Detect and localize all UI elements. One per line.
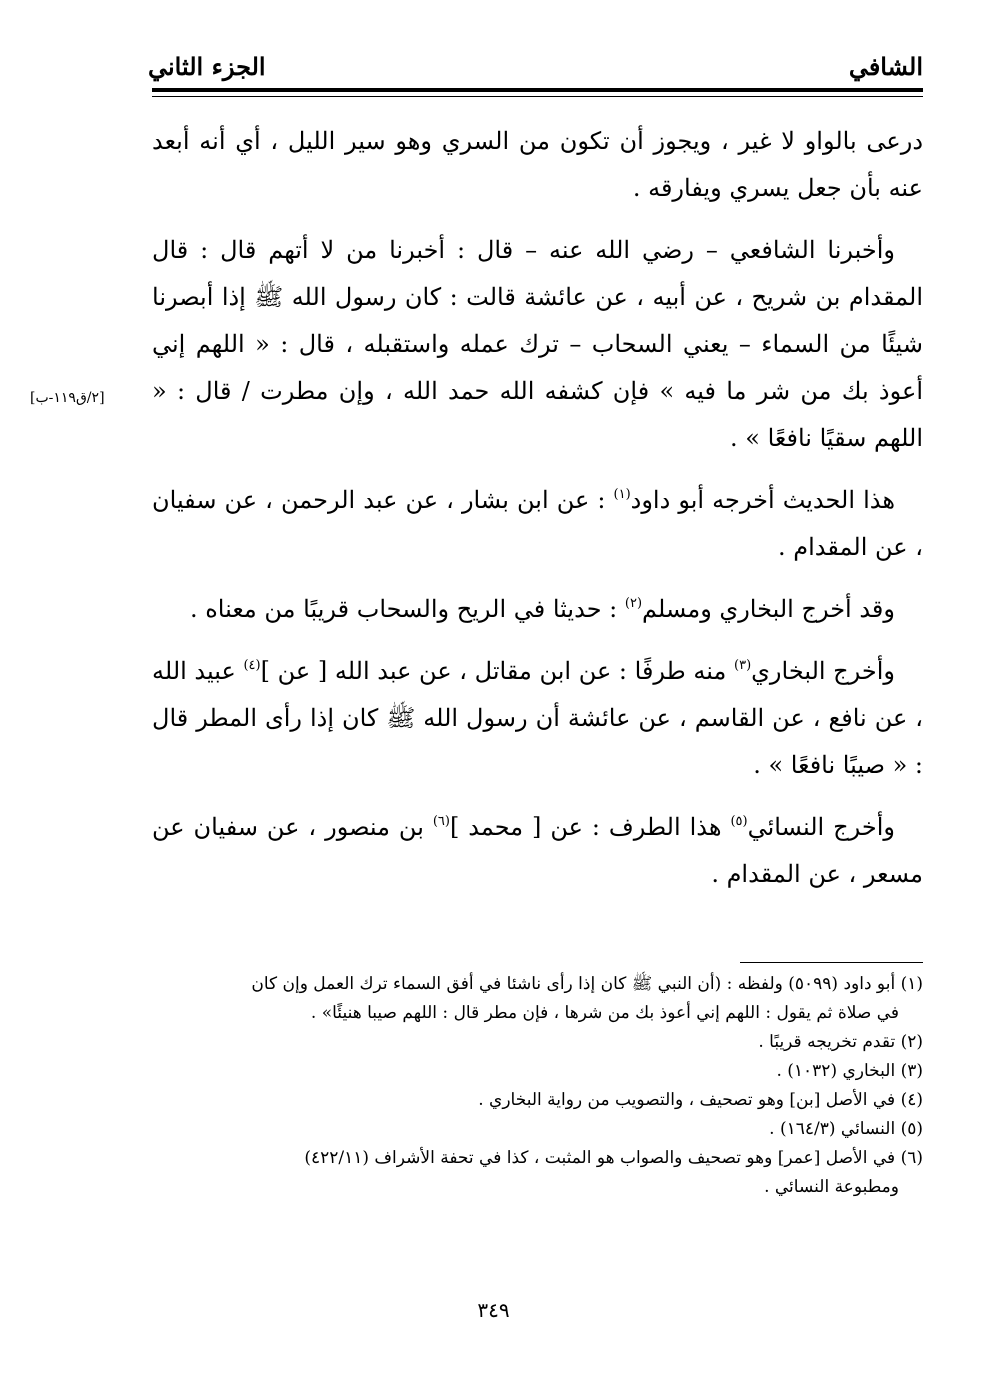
footnote-separator <box>740 962 923 963</box>
paragraph-3-text-a: هذا الحديث أخرجه أبو داود <box>630 486 895 514</box>
header-rule-thin <box>152 96 923 97</box>
paragraph-5-text-b: منه طرفًا : عن ابن مقاتل ، عن عبد الله [ عن ] <box>260 657 734 685</box>
footnote-6: (٦) في الأصل [عمر] وهو تصحيف والصواب هو المثبت ، كذا في تحفة الأشراف (٤٢٢/١١) <box>304 1148 923 1168</box>
footnote-ref-1[interactable]: (١) <box>613 487 631 502</box>
footnote-ref-2[interactable]: (٢) <box>624 596 643 611</box>
paragraph-6-text-b: هذا الطرف : عن [ محمد ] <box>449 813 731 841</box>
paragraph-4-text-b: : حديثا في الريح والسحاب قريبًا من معناه . <box>189 595 625 623</box>
header-rule-thick <box>152 88 923 92</box>
footnote-ref-5[interactable]: (٥) <box>730 814 748 829</box>
footnote-1-continued: في صلاة ثم يقول : اللهم إني أعوذ بك من شرها ، فإن مطر قال : اللهم صيبا هنيئًا» . <box>310 1003 899 1023</box>
volume-title-header: الجزء الثاني <box>148 52 266 81</box>
paragraph-6-text-c: بن منصور ، عن سفيان عن مسعر ، عن المقدام . <box>152 813 923 888</box>
paragraph-3 <box>152 477 923 571</box>
main-text <box>152 118 923 913</box>
paragraph-5-text-a: وأخرج البخاري <box>751 657 896 685</box>
paragraph-5-text-c: عبيد الله ، عن نافع ، عن القاسم ، عن عائشة أن رسول الله ﷺ كان إذا رأى المطر قال : « صيبًا نافعًا » . <box>152 657 923 779</box>
footnote-2: (٢) تقدم تخريجه قريبًا . <box>758 1032 923 1052</box>
manuscript-folio-note: [٢/ق١١٩-ب] <box>30 390 105 406</box>
footnote-ref-3[interactable]: (٣) <box>734 658 752 673</box>
footnote-4: (٤) في الأصل [بن] وهو تصحيف ، والتصويب من رواية البخاري . <box>478 1090 923 1110</box>
paragraph-4 <box>152 586 923 633</box>
footnotes <box>152 970 923 1202</box>
paragraph-6-text-a: وأخرج النسائي <box>747 813 895 841</box>
book-title-header: الشافي <box>848 52 923 81</box>
footnote-1: (١) أبو داود (٥٠٩٩) ولفظه : (أن النبي ﷺ كان إذا رأى ناشئا في أفق السماء ترك العمل وإن كان <box>251 974 923 994</box>
paragraph-2: وأخبرنا الشافعي – رضي الله عنه – قال : أخبرنا من لا أتهم قال : قال المقدام بن شريح ، عن أبيه ، عن عائشة قالت : كان رسول الله ﷺ إذا أبصرنا شيئًا من السماء – يعني السحاب – ترك عمله واستقبله ، قال : « اللهم إني أعوذ بك من شر ما فيه » فإن كشفه الله حمد الله ، وإن مطرت / قال : « اللهم سقيًا نافعًا » . <box>152 236 923 452</box>
paragraph-3-text-b: : عن ابن بشار ، عن عبد الرحمن ، عن سفيان ، عن المقدام . <box>152 486 923 561</box>
footnote-ref-6[interactable]: (٦) <box>432 814 450 829</box>
paragraph-5 <box>152 648 923 789</box>
footnote-5: (٥) النسائي (١٦٤/٣) . <box>769 1119 923 1139</box>
paragraph-6 <box>152 804 923 898</box>
footnote-3: (٣) البخاري (١٠٣٢) . <box>776 1061 923 1081</box>
footnote-ref-4[interactable]: (٤) <box>243 658 261 673</box>
paragraph-4-text-a: وقد أخرج البخاري ومسلم <box>642 595 895 623</box>
paragraph-1: درعى بالواو لا غير ، ويجوز أن تكون من السري وهو سير الليل ، أي أنه أبعد عنه بأن جعل يسري ويفارقه . <box>152 127 923 202</box>
page-number: ٣٤٩ <box>477 1298 510 1322</box>
footnote-6-continued: ومطبوعة النسائي . <box>764 1177 899 1197</box>
